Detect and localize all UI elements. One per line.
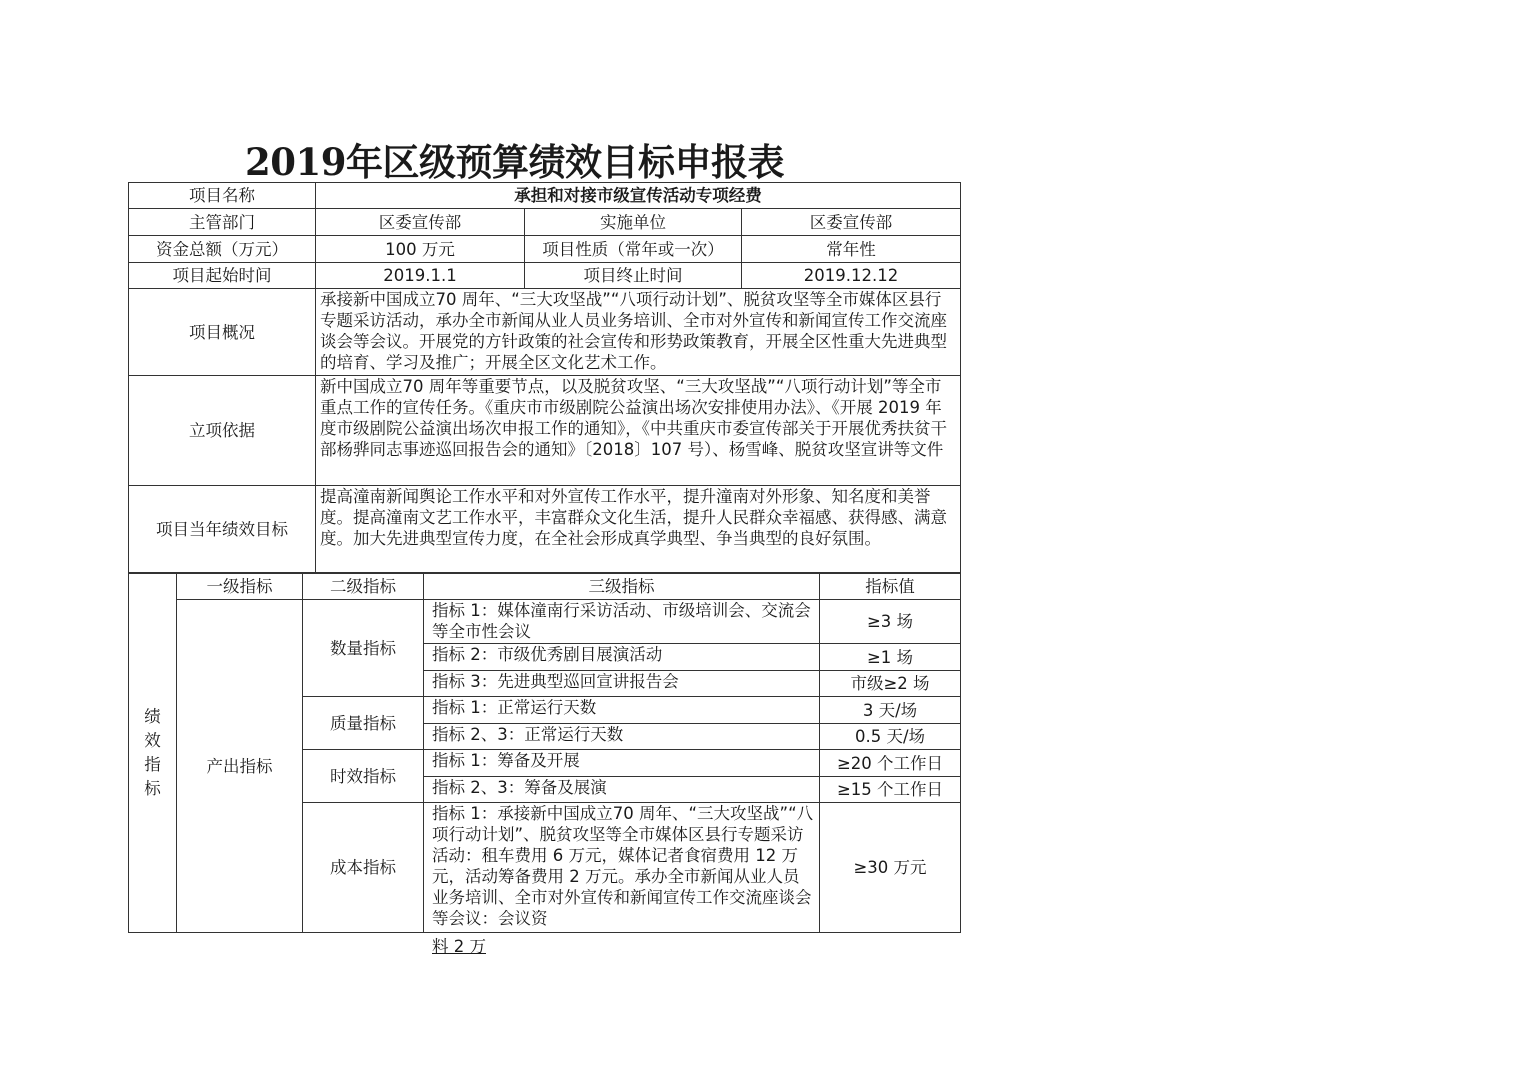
goal-label: 项目当年绩效目标 [129,486,316,573]
dept-label: 主管部门 [129,209,316,236]
quantity-row-1: 指标 1：媒体潼南行采访活动、市级培训会、交流会等全市性会议 [424,600,820,644]
cost-value-1: ≥30 万元 [820,803,961,933]
basis-text: 新中国成立70 周年等重要节点，以及脱贫攻坚、“三大攻坚战”“八项行动计划”等全市重点工作的宣传任务。《重庆市市级剧院公益演出场次安排使用办法》、《开展 2019 年度市级剧院公益演出场次申报工作的通知》，《中共重庆市委宣传部关于开展优秀扶贫干部杨骅同志事迹巡回报告会的通知》〔2018〕107 号）、杨雪峰、脱贫攻坚宣讲等文件 [316,376,961,486]
quantity-value-2: ≥1 场 [820,644,961,671]
end-label: 项目终止时间 [525,263,742,289]
timeliness-label: 时效指标 [303,750,424,803]
quantity-value-1: ≥3 场 [820,600,961,644]
timeliness-row-1: 指标 1：筹备及开展 [424,750,820,777]
basis-label: 立项依据 [129,376,316,486]
start-label: 项目起始时间 [129,263,316,289]
quality-row-1: 指标 1：正常运行天数 [424,697,820,724]
cost-label: 成本指标 [303,803,424,933]
fund-label: 资金总额（万元） [129,236,316,263]
impl-label: 实施单位 [525,209,742,236]
section-label-cell [129,574,177,933]
header-level2: 二级指标 [303,574,424,600]
end-value: 2019.12.12 [742,263,961,289]
quality-label: 质量指标 [303,697,424,750]
quantity-row-2: 指标 2：市级优秀剧目展演活动 [424,644,820,671]
indicator-table [128,573,961,933]
page-title: 2019年区级预算绩效目标申报表 [245,140,784,184]
impl-value: 区委宣传部 [742,209,961,236]
project-name-value: 承担和对接市级宣传活动专项经费 [316,183,961,209]
timeliness-value-2: ≥15 个工作日 [820,777,961,803]
section-label: 绩效指标 [144,707,161,798]
nature-label: 项目性质（常年或一次） [525,236,742,263]
dept-value: 区委宣传部 [316,209,525,236]
start-value: 2019.1.1 [316,263,525,289]
project-info-table [128,182,961,573]
header-level1: 一级指标 [177,574,303,600]
goal-text: 提高潼南新闻舆论工作水平和对外宣传工作水平，提升潼南对外形象、知名度和美誉度。提高潼南文艺工作水平，丰富群众文化生活，提升人民群众幸福感、获得感、满意度。加大先进典型宣传力度，在全社会形成真学典型、争当典型的良好氛围。 [316,486,961,573]
fund-value: 100 万元 [316,236,525,263]
overview-text: 承接新中国成立70 周年、“三大攻坚战”“八项行动计划”、脱贫攻坚等全市媒体区县行专题采访活动，承办全市新闻从业人员业务培训、全市对外宣传和新闻宣传工作交流座谈会等会议。开展党的方针政策的社会宣传和形势政策教育，开展全区性重大先进典型的培育、学习及推广；开展全区文化艺术工作。 [316,289,961,376]
timeliness-row-2: 指标 2、3：筹备及展演 [424,777,820,803]
header-value: 指标值 [820,574,961,600]
level1-output: 产出指标 [177,600,303,933]
header-level3: 三级指标 [424,574,820,600]
quantity-row-3: 指标 3：先进典型巡回宣讲报告会 [424,671,820,697]
overview-label: 项目概况 [129,289,316,376]
timeliness-value-1: ≥20 个工作日 [820,750,961,777]
quantity-value-3: 市级≥2 场 [820,671,961,697]
cost-row-1: 指标 1：承接新中国成立70 周年、“三大攻坚战”“八项行动计划”、脱贫攻坚等全市媒体区县行专题采访活动：租车费用 6 万元，媒体记者食宿费用 12 万元，活动筹备费用 2 万元。承办全市新闻从业人员业务培训、全市对外宣传和新闻宣传工作交流座谈会等会议：会议资 [424,803,820,933]
project-name-label: 项目名称 [129,183,316,209]
quality-row-2: 指标 2、3：正常运行天数 [424,724,820,750]
quantity-label: 数量指标 [303,600,424,697]
cost-overflow-text: 料 2 万 [432,937,486,956]
nature-value: 常年性 [742,236,961,263]
quality-value-1: 3 天/场 [820,697,961,724]
quality-value-2: 0.5 天/场 [820,724,961,750]
